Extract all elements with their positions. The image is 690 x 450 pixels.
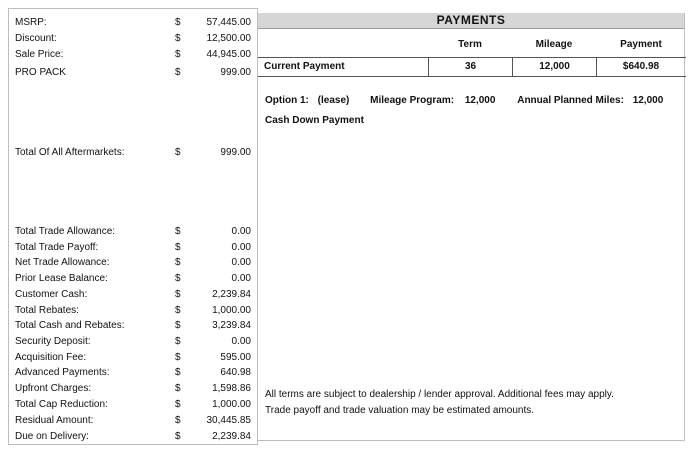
row-label: Discount:: [15, 33, 57, 44]
row-label: Total Trade Allowance:: [15, 226, 116, 237]
column-header-term: Term: [458, 39, 482, 50]
totals-row: [9, 255, 257, 271]
payments-title: PAYMENTS: [258, 13, 684, 29]
row-label: Prior Lease Balance:: [15, 273, 108, 284]
pricing-row-pro-pack: [9, 65, 257, 81]
currency-symbol: $: [175, 242, 181, 253]
totals-row: [9, 240, 257, 256]
option-type: (lease): [317, 95, 350, 106]
row-amount: 57,445.00: [206, 17, 251, 28]
row-label: Customer Cash:: [15, 289, 88, 300]
row-label: Acquisition Fee:: [15, 352, 87, 363]
currency-symbol: $: [175, 399, 181, 410]
totals-row: [9, 334, 257, 350]
row-amount: 0.00: [231, 242, 251, 253]
totals-row: [9, 350, 257, 366]
payments-panel: [257, 13, 685, 441]
row-label: Sale Price:: [15, 49, 64, 60]
row-amount: 30,445.85: [206, 415, 251, 426]
row-amount: 0.00: [231, 336, 251, 347]
totals-row: [9, 318, 257, 334]
pricing-panel: [8, 8, 258, 445]
disclaimer-line-2: Trade payoff and trade valuation may be estimated amounts.: [265, 405, 535, 416]
totals-row: [9, 429, 257, 445]
row-amount: 44,945.00: [206, 49, 251, 60]
totals-row: [9, 287, 257, 303]
aftermarkets-row: [9, 145, 257, 161]
totals-row: [9, 397, 257, 413]
row-amount: 0.00: [231, 273, 251, 284]
row-amount: 640.98: [220, 367, 251, 378]
currency-symbol: $: [175, 367, 181, 378]
row-label: Advanced Payments:: [15, 367, 110, 378]
totals-row: [9, 413, 257, 429]
row-label: Total Cash and Rebates:: [15, 320, 125, 331]
totals-row: [9, 224, 257, 240]
row-amount: 12,500.00: [206, 33, 251, 44]
currency-symbol: $: [175, 147, 181, 158]
row-label: Total Rebates:: [15, 305, 79, 316]
row-label: Upfront Charges:: [15, 383, 92, 394]
row-label: Total Of All Aftermarkets:: [15, 147, 125, 158]
row-label: Total Cap Reduction:: [15, 399, 108, 410]
currency-symbol: $: [175, 33, 181, 44]
pricing-row-msrp: [9, 15, 257, 31]
column-header-payment: Payment: [620, 39, 662, 50]
currency-symbol: $: [175, 226, 181, 237]
current-term-value: 36: [428, 58, 512, 76]
annual-miles-label: Annual Planned Miles:: [517, 95, 624, 106]
column-header-mileage: Mileage: [535, 39, 573, 50]
currency-symbol: $: [175, 67, 181, 78]
row-amount: 2,239.84: [212, 289, 251, 300]
row-label: MSRP:: [15, 17, 47, 28]
currency-symbol: $: [175, 336, 181, 347]
row-amount: 1,000.00: [212, 399, 251, 410]
row-amount: 1,598.86: [212, 383, 251, 394]
totals-row: [9, 303, 257, 319]
row-amount: 999.00: [220, 67, 251, 78]
annual-miles-value: 12,000: [632, 95, 664, 106]
currency-symbol: $: [175, 383, 181, 394]
option-label: Option 1:: [265, 95, 309, 106]
totals-row: [9, 271, 257, 287]
current-mileage-value: 12,000: [512, 58, 596, 76]
currency-symbol: $: [175, 415, 181, 426]
row-label: Due on Delivery:: [15, 431, 89, 442]
currency-symbol: $: [175, 49, 181, 60]
cash-down-label: Cash Down Payment: [265, 115, 364, 126]
mileage-program-value: 12,000: [464, 95, 496, 106]
row-amount: 1,000.00: [212, 305, 251, 316]
row-label: PRO PACK: [15, 67, 66, 78]
currency-symbol: $: [175, 289, 181, 300]
disclaimer-line-1: All terms are subject to dealership / lender approval. Additional fees may apply.: [265, 389, 614, 400]
row-label: Security Deposit:: [15, 336, 91, 347]
row-label: Net Trade Allowance:: [15, 257, 110, 268]
totals-row: [9, 381, 257, 397]
current-payment-label: Current Payment: [264, 61, 345, 72]
row-label: Residual Amount:: [15, 415, 94, 426]
totals-row: [9, 365, 257, 381]
row-label: Total Trade Payoff:: [15, 242, 99, 253]
current-payment-value: $640.98: [596, 58, 685, 76]
pricing-row-sale-price: [9, 47, 257, 63]
currency-symbol: $: [175, 352, 181, 363]
pricing-row-discount: [9, 31, 257, 47]
row-amount: 595.00: [220, 352, 251, 363]
mileage-program-label: Mileage Program:: [370, 95, 455, 106]
row-amount: 999.00: [220, 147, 251, 158]
currency-symbol: $: [175, 17, 181, 28]
row-amount: 0.00: [231, 257, 251, 268]
currency-symbol: $: [175, 320, 181, 331]
row-amount: 0.00: [231, 226, 251, 237]
row-amount: 2,239.84: [212, 431, 251, 442]
currency-symbol: $: [175, 305, 181, 316]
current-payment-row: [258, 57, 686, 77]
currency-symbol: $: [175, 431, 181, 442]
option-line: [265, 95, 663, 106]
row-amount: 3,239.84: [212, 320, 251, 331]
currency-symbol: $: [175, 273, 181, 284]
currency-symbol: $: [175, 257, 181, 268]
